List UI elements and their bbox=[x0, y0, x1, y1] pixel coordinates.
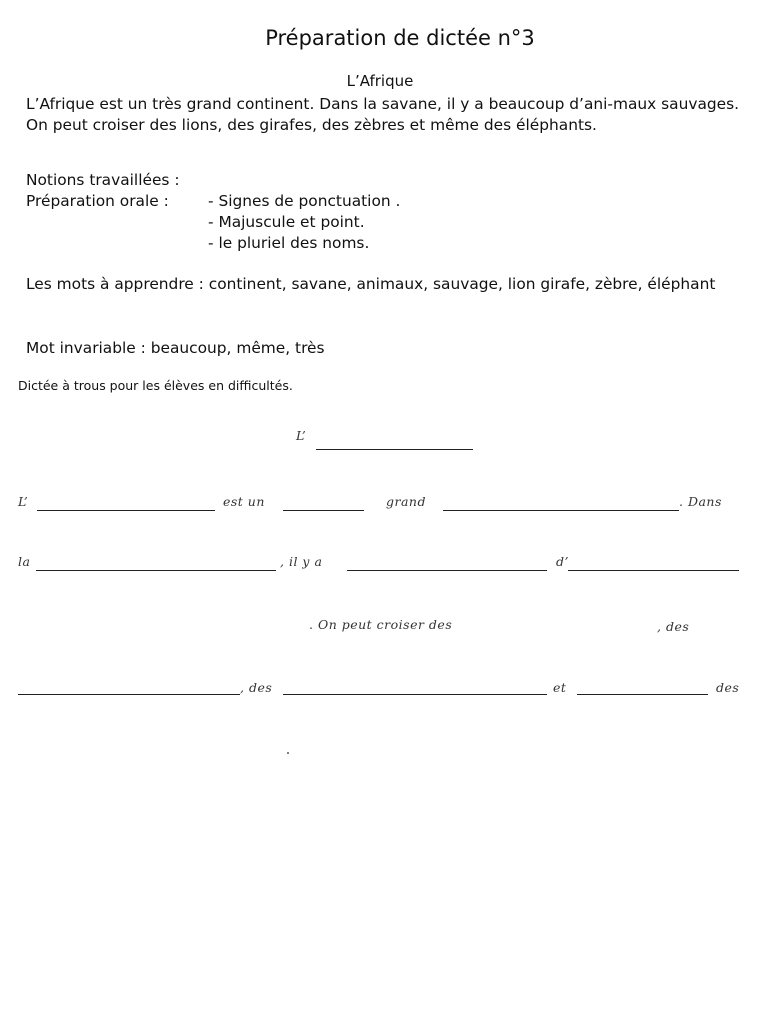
cursive-word: la bbox=[18, 554, 31, 569]
notion-item: - le pluriel des noms. bbox=[208, 234, 370, 252]
dictation-text: L’Afrique est un très grand continent. Dans la savane, il y a beaucoup d’ani-maux sauvages. On peut croiser des lions, des girafes, des zèbres et même des éléphants. bbox=[26, 95, 740, 134]
blank-line[interactable] bbox=[443, 510, 679, 511]
cursive-word: et bbox=[553, 680, 567, 695]
blank-line[interactable] bbox=[36, 570, 276, 571]
notion-item: - Majuscule et point. bbox=[208, 213, 365, 231]
cursive-word: , il y a bbox=[280, 554, 323, 569]
invariable-words: Mot invariable : beaucoup, même, très bbox=[26, 339, 325, 357]
blank-line[interactable] bbox=[347, 570, 547, 571]
cursive-word: , des bbox=[657, 619, 690, 634]
notions-heading: Notions travaillées : bbox=[26, 171, 180, 189]
notion-item: - Signes de ponctuation . bbox=[208, 192, 401, 210]
cursive-word: , des bbox=[240, 680, 273, 695]
text-title: L’Afrique bbox=[346, 72, 414, 90]
cursive-word: L’ bbox=[18, 494, 29, 509]
blank-line[interactable] bbox=[568, 570, 739, 571]
words-to-learn: Les mots à apprendre : continent, savane, animaux, sauvage, lion girafe, zèbre, éléphant bbox=[26, 275, 716, 293]
blank-line[interactable] bbox=[316, 449, 473, 450]
cursive-word: d’ bbox=[556, 554, 569, 569]
cursive-word: grand bbox=[386, 494, 426, 509]
cursive-word: . Dans bbox=[679, 494, 722, 509]
blank-line[interactable] bbox=[37, 510, 215, 511]
stray-dot bbox=[287, 752, 289, 754]
blank-line[interactable] bbox=[283, 694, 547, 695]
page-title: Préparation de dictée n°3 bbox=[265, 26, 535, 50]
blank-line[interactable] bbox=[18, 694, 240, 695]
oral-prep-label: Préparation orale : bbox=[26, 192, 169, 210]
cursive-word: L’ bbox=[296, 428, 307, 443]
blank-line[interactable] bbox=[283, 510, 364, 511]
cursive-word: des bbox=[716, 680, 740, 695]
exercise-intro: Dictée à trous pour les élèves en difficultés. bbox=[18, 378, 293, 393]
cursive-word: . On peut croiser des bbox=[309, 617, 453, 632]
blank-line[interactable] bbox=[577, 694, 708, 695]
cursive-word: est un bbox=[223, 494, 265, 509]
